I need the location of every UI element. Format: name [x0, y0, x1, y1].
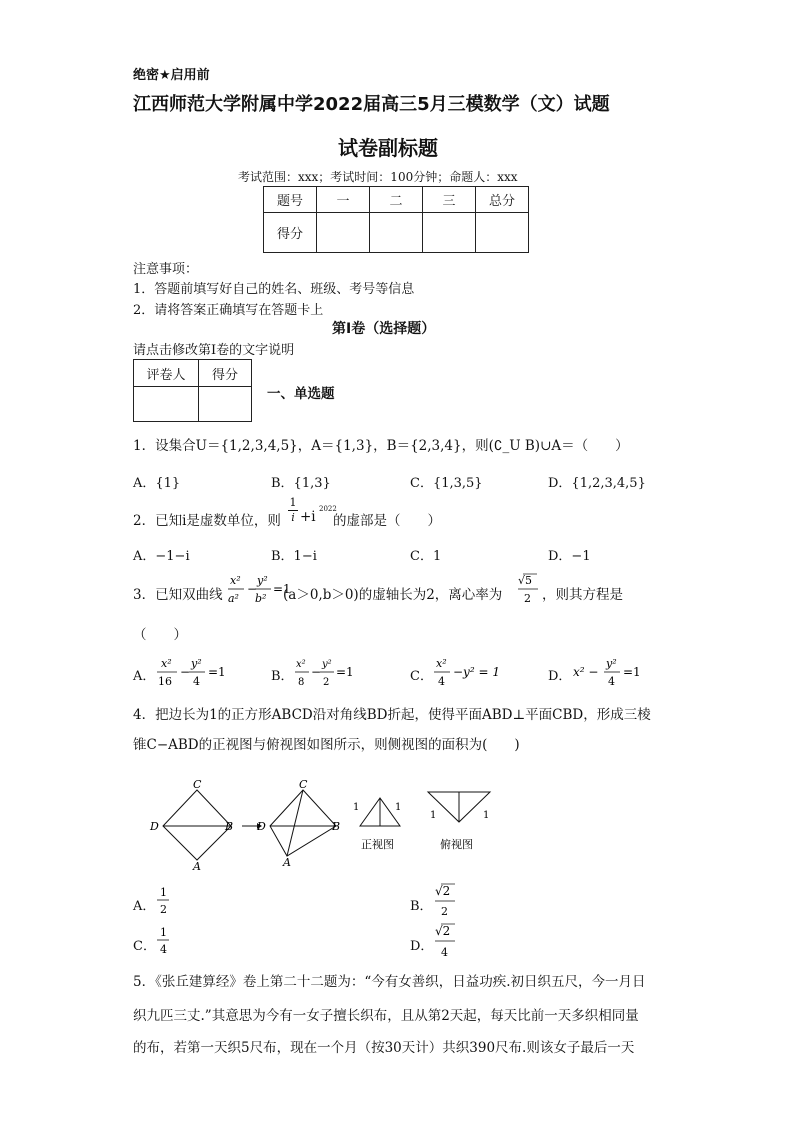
svg-text:=1: =1 [208, 665, 226, 679]
q3-stem-mid: (a＞0,b＞0)的虚轴长为2，离心率为 [283, 587, 503, 603]
secret-mark: 绝密★启用前 [133, 68, 210, 83]
label-d: D [150, 820, 159, 833]
svg-text:x²: x² [296, 659, 306, 670]
notes-heading: 注意事项： [133, 262, 199, 277]
q4-option-c[interactable]: C． [133, 939, 156, 954]
q4-line1: 4．把边长为1的正方形ABCD沿对角线BD折起，使得平面ABD⊥平面CBD，形成三棱 [133, 707, 651, 723]
svg-text:−: − [311, 665, 322, 679]
q3-eccentricity [517, 570, 541, 610]
svg-text:16: 16 [158, 675, 172, 688]
q3-option-a[interactable]: A． [133, 669, 156, 684]
q4-option-d-value [433, 920, 459, 962]
exam-info: 考试范围：xxx；考试时间：100分钟；命题人：xxx [238, 170, 518, 184]
svg-text:−y² = 1: −y² = 1 [453, 665, 500, 679]
svg-text:√2: √2 [435, 884, 451, 898]
q3-option-b-formula [293, 654, 363, 692]
svg-text:−: − [247, 582, 258, 596]
q3-option-d-formula [570, 654, 650, 692]
svg-text:y²: y² [606, 657, 617, 670]
q3-option-d[interactable]: D． [548, 669, 572, 684]
front-view-side-label: 1 [395, 802, 402, 813]
q5-line3: 的布，若第一天织5尺布，现在一个月（按30天计）共织390尺布.则该女子最后一天 [133, 1040, 635, 1056]
label-b: B [225, 820, 234, 833]
grader-cell[interactable] [134, 387, 199, 422]
part1-title: 第I卷（选择题） [332, 321, 436, 337]
label-c: C [193, 778, 202, 791]
q3-option-c-formula [432, 654, 512, 692]
q2-stem-post: 的虚部是（ ） [333, 513, 441, 529]
label-c: C [299, 778, 308, 791]
top-view-side-label: 1 [430, 810, 437, 821]
exam-subtitle: 试卷副标题 [338, 136, 438, 160]
q2-exponent: 2022 [319, 505, 337, 513]
pyramid-outline [270, 790, 336, 856]
svg-text:2: 2 [524, 592, 531, 605]
q2-frac-num: 1 [289, 496, 297, 509]
svg-text:√5: √5 [518, 574, 533, 587]
score-row-label: 得分 [264, 213, 317, 253]
q5-line2: 织九匹三丈.”其意思为今有一女子擅长织布，且从第2天起，每天比前一天多织相同量 [133, 1008, 639, 1024]
svg-text:=1: =1 [623, 665, 641, 679]
svg-text:y²: y² [257, 574, 268, 587]
q1-option-d[interactable]: D．{1,2,3,4,5} [548, 476, 646, 491]
svg-text:a²: a² [228, 592, 239, 605]
q3-stem-post: ，则其方程是 [542, 587, 623, 603]
q4-option-a[interactable]: A． [133, 899, 156, 914]
svg-text:2: 2 [160, 903, 167, 916]
q2-frac-den: i [291, 511, 295, 524]
svg-text:x²: x² [161, 657, 172, 670]
top-view-side-label: 1 [483, 810, 490, 821]
score-cell[interactable] [423, 213, 476, 253]
score-header-cell: 总分 [476, 187, 529, 213]
q2-stem-pre: 2．已知i是虚数单位，则 [133, 513, 281, 529]
svg-text:4: 4 [438, 675, 445, 688]
top-view-caption: 俯视图 [440, 838, 473, 851]
q1-option-c[interactable]: C．{1,3,5} [410, 476, 483, 491]
q2-option-c[interactable]: C．1 [410, 549, 442, 564]
q4-figure [145, 778, 505, 873]
score-cell[interactable] [370, 213, 423, 253]
q2-option-b[interactable]: B．1−i [271, 549, 317, 564]
q3-hyperbola-formula [226, 570, 291, 610]
q4-option-c-value [155, 924, 175, 958]
svg-text:y²: y² [322, 659, 332, 670]
svg-text:=1: =1 [273, 582, 291, 596]
svg-text:b²: b² [255, 592, 267, 605]
q1-option-a[interactable]: A．{1} [133, 476, 181, 491]
q1-stem: 1．设集合U＝{1,2,3,4,5}，A＝{1,3}，B＝{2,3,4}，则(∁_U B)∪A＝（ ） [133, 438, 629, 454]
score-table [263, 186, 529, 253]
svg-text:4: 4 [441, 946, 448, 959]
svg-text:y²: y² [191, 657, 202, 670]
section-title: 一、单选题 [267, 386, 335, 402]
svg-text:x² −: x² − [573, 665, 599, 679]
q3-option-a-formula [155, 654, 235, 692]
score-header-cell: 二 [370, 187, 423, 213]
grader-header: 得分 [199, 360, 252, 387]
svg-text:4: 4 [608, 675, 615, 688]
pyramid-ca [287, 790, 303, 856]
q2-option-a[interactable]: A．−1−i [133, 549, 190, 564]
q3-option-b[interactable]: B． [271, 669, 294, 684]
svg-text:2: 2 [441, 905, 448, 918]
grader-header: 评卷人 [134, 360, 199, 387]
q2-plus-i: +i [300, 509, 316, 525]
svg-text:4: 4 [193, 675, 200, 688]
svg-text:1: 1 [160, 926, 167, 939]
q3-option-c[interactable]: C． [410, 669, 433, 684]
score-cell[interactable] [317, 213, 370, 253]
front-view-caption: 正视图 [361, 838, 394, 851]
q4-option-d[interactable]: D． [410, 939, 434, 954]
svg-text:2: 2 [323, 677, 330, 688]
q2-option-d[interactable]: D．−1 [548, 549, 591, 564]
q3-paren: （ ） [133, 627, 187, 643]
q4-option-b-value [433, 880, 459, 920]
score-header-cell: 三 [423, 187, 476, 213]
q5-line1: 5．《张丘建算经》卷上第二十二题为：“今有女善织，日益功疾.初日织五尺，今一月日 [133, 974, 646, 990]
svg-text:1: 1 [160, 886, 167, 899]
q4-option-b[interactable]: B． [410, 899, 433, 914]
svg-text:8: 8 [298, 677, 305, 688]
score-cell[interactable] [476, 213, 529, 253]
svg-text:x²: x² [230, 574, 241, 587]
q4-option-a-value [155, 884, 175, 918]
square-abcd [163, 790, 234, 860]
svg-text:=1: =1 [336, 665, 354, 679]
label-d: D [257, 820, 266, 833]
svg-text:√2: √2 [435, 924, 451, 938]
score-header-cell: 一 [317, 187, 370, 213]
label-b: B [332, 820, 341, 833]
score-header-cell: 题号 [264, 187, 317, 213]
note-item: 2．请将答案正确填写在答题卡上 [133, 303, 324, 318]
q3-stem-pre: 3．已知双曲线 [133, 587, 223, 603]
grader-table [133, 359, 252, 422]
svg-text:−: − [180, 665, 191, 679]
front-view-side-label: 1 [353, 802, 360, 813]
exam-title: 江西师范大学附属中学2022届高三5月三模数学（文）试题 [133, 94, 610, 115]
svg-text:4: 4 [160, 943, 167, 956]
note-item: 1．答题前填写好自己的姓名、班级、考号等信息 [133, 282, 415, 297]
part1-instruction[interactable]: 请点击修改第I卷的文字说明 [133, 343, 295, 358]
label-a: A [283, 856, 291, 869]
label-a: A [193, 860, 201, 873]
q1-option-b[interactable]: B．{1,3} [271, 476, 331, 491]
q4-line2: 锥C−ABD的正视图与俯视图如图所示，则侧视图的面积为( ) [133, 737, 520, 753]
grader-cell[interactable] [199, 387, 252, 422]
svg-text:x²: x² [436, 657, 447, 670]
